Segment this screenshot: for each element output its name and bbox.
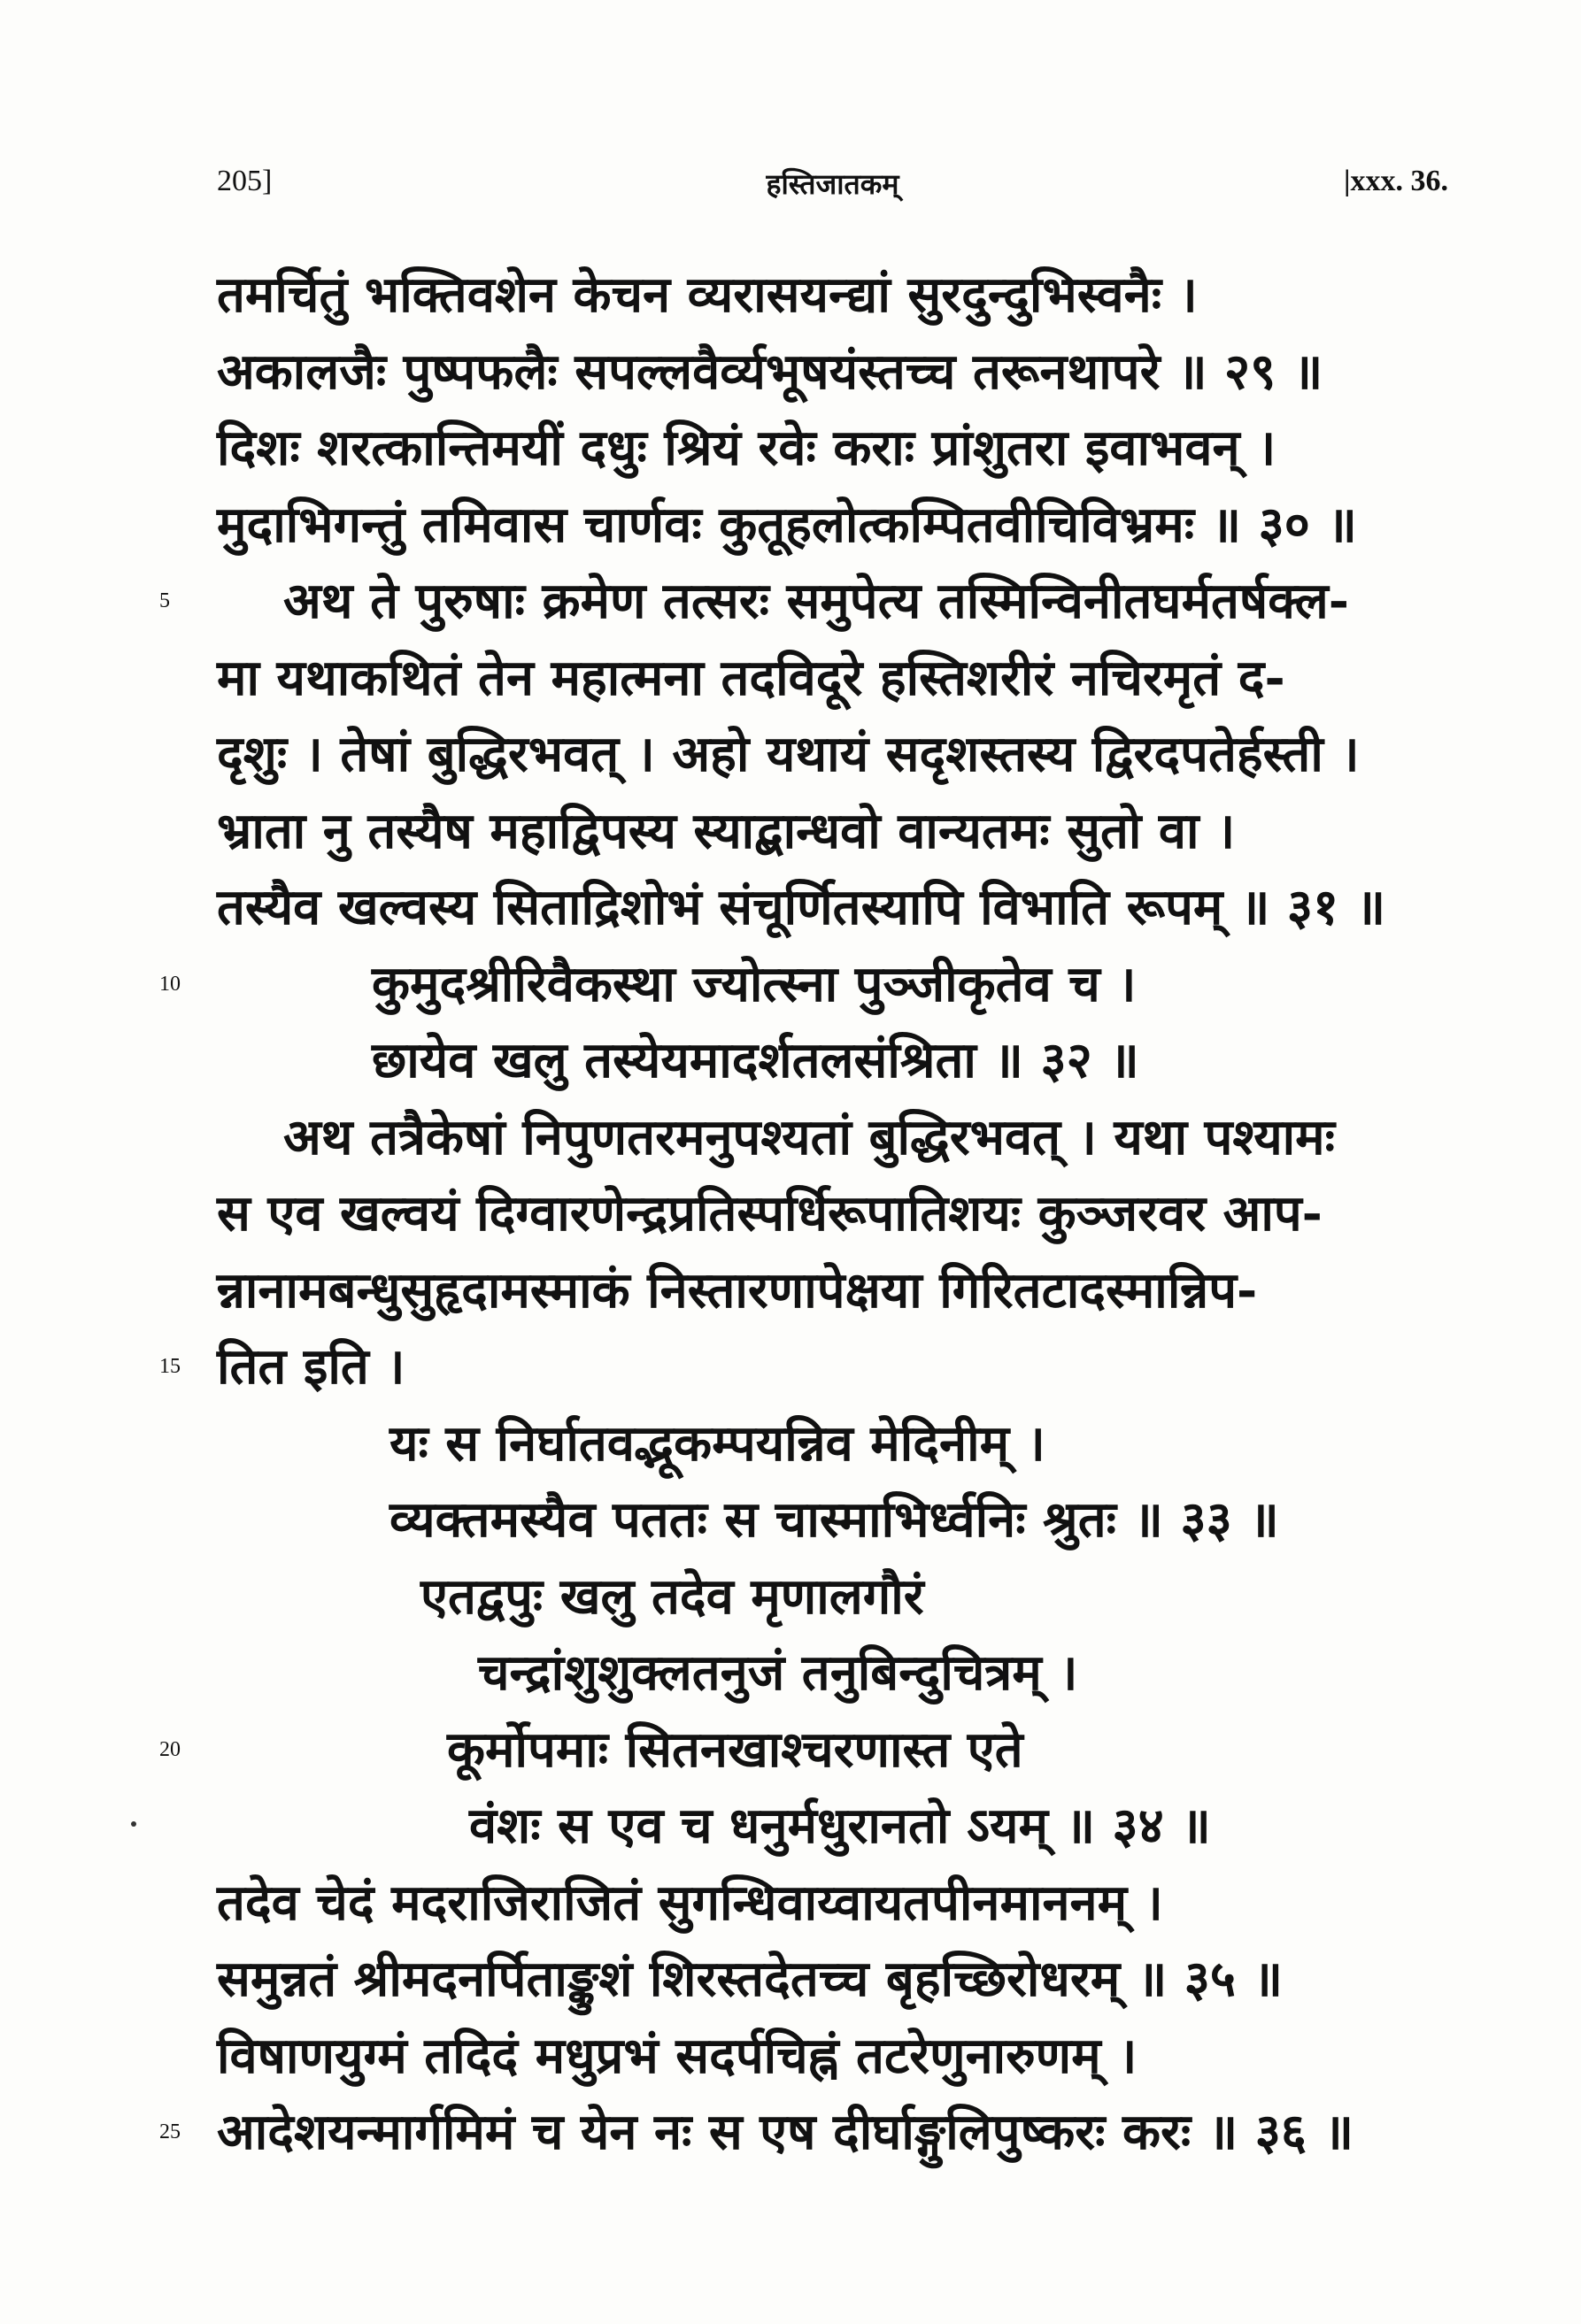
text-line-2: अकालजैः पुष्पफलैः सपल्लवैर्व्यभूषयंस्तच्च तरूनथापरे ॥ २९ ॥: [217, 342, 1323, 401]
text-line-23: समुन्नतं श्रीमदनर्पिताङ्कुशं शिरस्तदेतच्च बृहच्छिरोधरम् ॥ ३५ ॥: [217, 1950, 1284, 2008]
line-number-10: 10: [159, 972, 181, 996]
text-line-15: 15 तित इति ।: [0, 1328, 1456, 1405]
section-reference: |xxx. 36.: [1344, 165, 1448, 197]
text-line-6: मा यथाकथितं तेन महात्मना तदविदूरे हस्तिशरीरं नचिरमृतं द-: [217, 648, 1285, 707]
running-title: हस्तिजातकम्: [766, 168, 899, 200]
text-line-19: चन्द्रांशुशुक्लतनुजं तनुबिन्दुचित्रम् ।: [478, 1643, 1078, 1702]
text-line-1: तमर्चितुं भक्तिवशेन केचन व्यरासयन्द्यां सुरदुन्दुभिस्वनैः ।: [217, 265, 1198, 324]
text-line-20: 20 कूर्मोपमाः सितनखाश्चरणास्त एते: [0, 1712, 1581, 1789]
text-line-10: 10 कुमुदश्रीरिवैकस्था ज्योत्स्ना पुञ्जीकृतेव च ।: [0, 946, 1581, 1023]
line-number-5: 5: [159, 589, 170, 612]
margin-mark: [131, 1821, 136, 1827]
text-line-9: तस्यैव खल्वस्य सिताद्रिशोभं संचूर्णितस्यापि विभाति रूपम् ॥ ३१ ॥: [217, 878, 1386, 936]
text-line-18: एतद्वपुः खलु तदेव मृणालगौरं: [420, 1566, 924, 1626]
text-line-3: दिशः शरत्कान्तिमयीं दधुः श्रियं रवेः कराः प्रांशुतरा इवाभवन् ।: [217, 419, 1276, 477]
text-line-11: छायेव खलु तस्येयमादर्शतलसंश्रिता ॥ ३२ ॥: [372, 1031, 1139, 1089]
text-line-12: अथ तत्रैकेषां निपुणतरमनुपश्यतां बुद्धिरभवत् । यथा पश्यामः: [283, 1107, 1335, 1166]
page-number: 205]: [217, 165, 273, 197]
line-number-15: 15: [159, 1355, 181, 1378]
text-line-5: 5 अथ ते पुरुषाः क्रमेण तत्सरः समुपेत्य तस्मिन्विनीतघर्मतर्षक्ल-: [0, 563, 1581, 640]
text-line-14: न्नानामबन्धुसुहृदामस्माकं निस्तारणापेक्षया गिरितटादस्मान्निप-: [217, 1260, 1258, 1320]
text-line-7: दृशुः । तेषां बुद्धिरभवत् । अहो यथायं सदृशस्तस्य द्विरदपतेर्हस्ती ।: [217, 725, 1360, 783]
page-header: [217, 165, 1448, 214]
line-number-20: 20: [159, 1737, 181, 1761]
text-line-21: वंशः स एव च धनुर्मधुरानतो ऽयम् ॥ ३४ ॥: [469, 1797, 1211, 1855]
text-line-4: मुदाभिगन्तुं तमिवास चार्णवः कुतूहलोत्कम्पितवीचिविभ्रमः ॥ ३० ॥: [217, 495, 1357, 554]
text-line-13: स एव खल्वयं दिग्वारणेन्द्रप्रतिस्पर्धिरूपातिशयः कुञ्जरवर आप-: [217, 1184, 1323, 1243]
text-line-24: विषाणयुग्मं तदिदं मधुप्रभं सदर्पचिह्नं तटरेणुनारुणम् ।: [217, 2026, 1138, 2085]
line-number-25: 25: [159, 2120, 181, 2143]
text-line-8: भ्राता नु तस्यैष महाद्विपस्य स्याद्बान्धवो वान्यतमः सुतो वा ।: [217, 801, 1236, 860]
text-line-25: 25 आदेशयन्मार्गमिमं च येन नः स एष दीर्घाङ्गुलिपुष्करः करः ॥ ३६ ॥: [0, 2094, 1456, 2171]
text-body: [0, 257, 1581, 2171]
text-line-17: व्यक्तमस्यैव पततः स चास्माभिर्ध्वनिः श्रुतः ॥ ३३ ॥: [389, 1490, 1279, 1549]
text-line-22: तदेव चेदं मदराजिराजितं सुगन्धिवाय्वायतपीनमाननम् ।: [217, 1873, 1163, 1932]
text-line-16: यः स निर्घातवद्भूकम्पयन्निव मेदिनीम् ।: [389, 1413, 1045, 1473]
